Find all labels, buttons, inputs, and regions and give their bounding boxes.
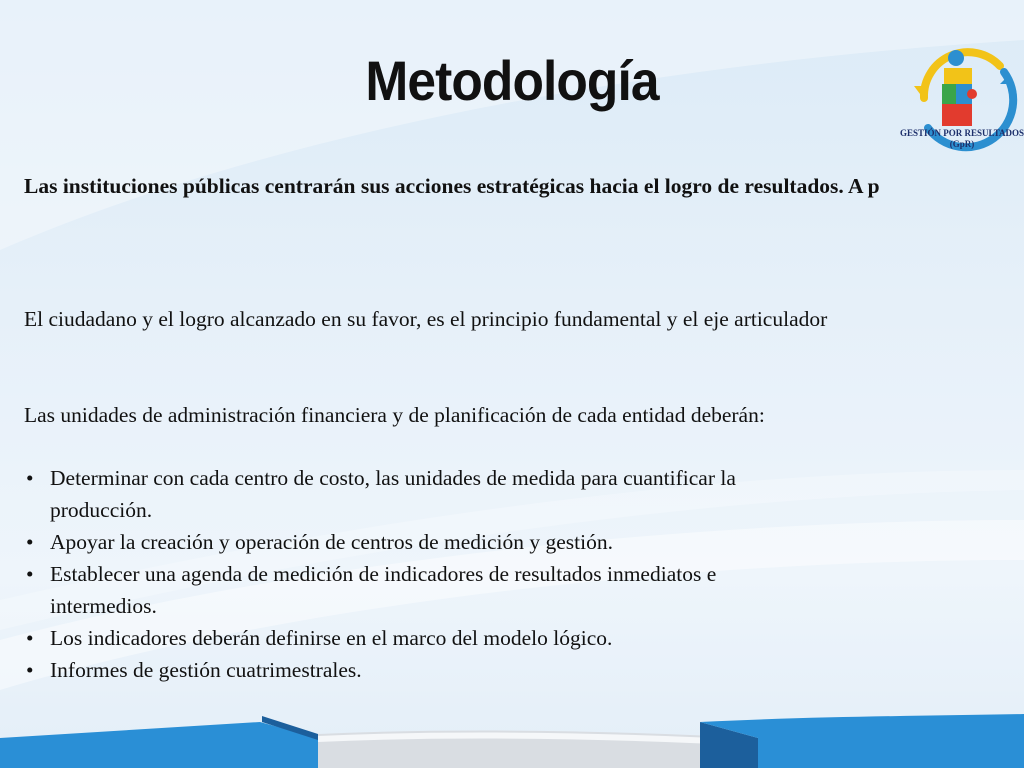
bullet-item [24,622,924,654]
bullet-dot-icon: • [26,466,34,490]
logo-caption-abbreviation: (GpR) [949,139,975,149]
bullet-dot-icon: • [26,658,34,682]
paragraph-units-duties: Las unidades de administración financiera y de planificación de cada entidad deberán: [24,403,765,427]
duties-bullet-list [24,462,924,686]
bullet-item [24,558,924,622]
bullet-text: Apoyar la creación y operación de centros de medición y gestión. [50,530,613,554]
bullet-text: Determinar con cada centro de costo, las unidades de medida para cuantificar la [50,466,736,490]
bullet-dot-icon: • [26,562,34,586]
logo-caption: GESTIÓN POR RESULTADOS [900,128,1024,138]
bullet-text: Los indicadores deberán definirse en el marco del modelo lógico. [50,626,613,650]
bullet-item [24,654,924,686]
bullet-dot-icon: • [26,626,34,650]
paragraph-citizen-principle: El ciudadano y el logro alcanzado en su favor, es el principio fundamental y el eje articulador [24,307,828,331]
bullet-text: Establecer una agenda de medición de indicadores de resultados inmediatos e [50,562,717,586]
puzzle-figure-icon [904,36,1024,156]
bullet-item [24,462,924,526]
bullet-text-continued: intermedios. [50,594,157,618]
bullet-item [24,526,924,558]
bullet-dot-icon: • [26,530,34,554]
bullet-text-continued: producción. [50,498,153,522]
bullet-text: Informes de gestión cuatrimestrales. [50,658,362,682]
paragraph-results-focus: Las instituciones públicas centrarán sus acciones estratégicas hacia el logro de resultados. A p [24,174,880,198]
slide-title: Metodología [365,49,659,112]
